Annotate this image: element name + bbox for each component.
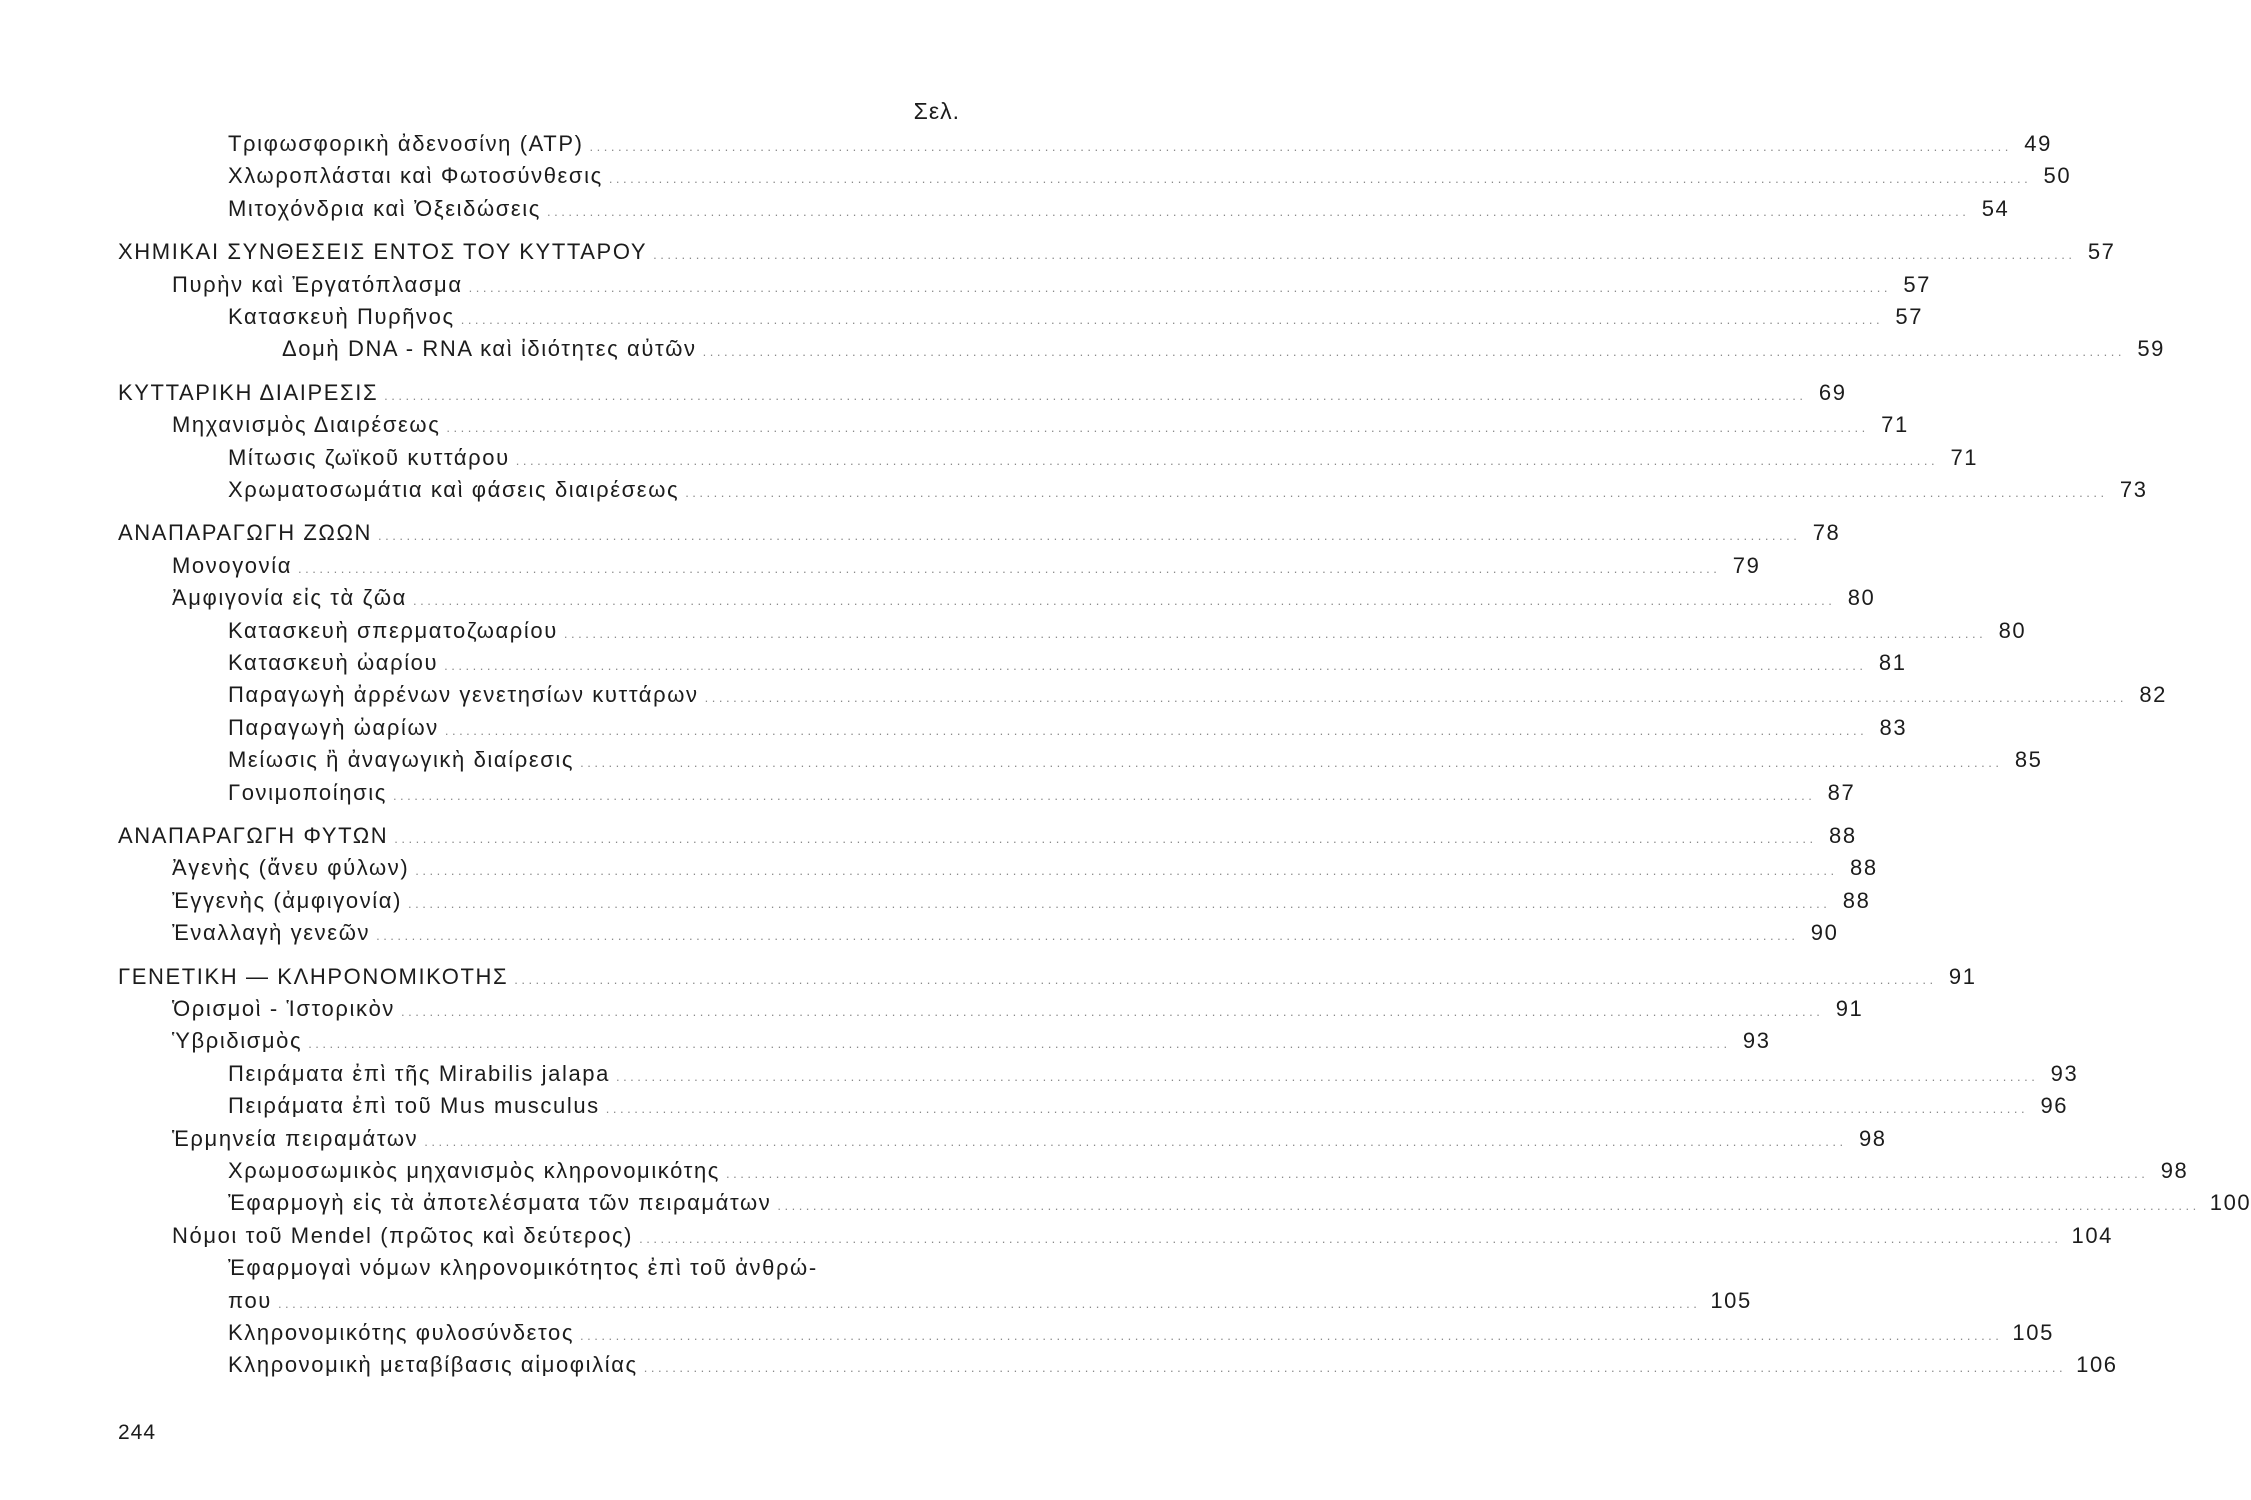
toc-entry-title: Μονογονία xyxy=(172,552,293,578)
toc-entry-title: Μίτωσις ζωϊκοῦ κυττάρου xyxy=(228,444,510,470)
toc-entry-title: Χρωματοσωμάτια καὶ φάσεις διαιρέσεως xyxy=(228,477,680,502)
toc-entry-title: Χρωμοσωμικὸς μηχανισμὸς κληρονομικότης xyxy=(228,1158,720,1183)
toc-entry-page: 85 xyxy=(2014,747,2043,773)
toc-entry-page: 57 xyxy=(2087,239,2116,265)
toc-entry xyxy=(0,1222,2113,1255)
toc-leader-dots: ........................................................................................................................................................................................................ xyxy=(444,658,1867,673)
toc-entry-page: 105 xyxy=(2012,1320,2054,1345)
toc-entry xyxy=(0,1060,2079,1093)
toc-entry xyxy=(0,239,2116,271)
toc-entry-title: Ἀγενὴς (ἄνευ φύλων) xyxy=(172,855,410,881)
toc-entry-title: Ἐφαρμογὴ εἰς τὰ ἀποτελέσματα τῶν πειραμάτων xyxy=(228,1190,772,1216)
toc-entry-title: που xyxy=(228,1287,272,1313)
toc-entry-title: Ἐφαρμογαὶ νόμων κληρονομικότητος ἐπὶ τοῦ ἀνθρώ- xyxy=(228,1255,818,1281)
toc-leader-dots: ........................................................................................................................................................................................................ xyxy=(424,1133,1847,1149)
toc-entry xyxy=(0,617,2027,650)
toc-entry-page: 69 xyxy=(1818,379,1847,405)
toc-entry-page: 93 xyxy=(2050,1060,2079,1086)
toc-entry-title: Χλωροπλάσται καὶ Φωτοσύνθεσις xyxy=(228,163,603,189)
toc-leader-dots: ........................................................................................................................................................................................................ xyxy=(685,485,2108,500)
toc-leader-dots: ........................................................................................................................................................................................................ xyxy=(615,1068,2039,1084)
toc-leader-dots: ........................................................................................................................................................................................................ xyxy=(580,755,2003,771)
toc-leader-dots: ........................................................................................................................................................................................................ xyxy=(394,831,1817,846)
toc-entry xyxy=(0,1287,1752,1320)
toc-leader-dots: ........................................................................................................................................................................................................ xyxy=(412,593,1836,609)
toc-entry xyxy=(0,1255,962,1287)
toc-entry xyxy=(0,1093,2069,1125)
toc-entry-title: Γονιμοποίησις xyxy=(228,779,387,805)
toc-entry-title: Κατασκευὴ ὠαρίου xyxy=(228,650,439,675)
toc-entry-page: 91 xyxy=(1948,963,1977,989)
toc-entry-page: 80 xyxy=(1998,617,2027,643)
toc-entry xyxy=(0,1158,2189,1190)
toc-entry xyxy=(0,1125,1887,1158)
toc-entry-title: Κατασκευὴ σπερματοζωαρίου xyxy=(228,617,558,643)
page-number: 244 xyxy=(118,1421,157,1444)
toc-entry-page: 98 xyxy=(2160,1158,2189,1183)
toc-leader-dots: ........................................................................................................................................................................................................ xyxy=(639,1230,2062,1246)
toc-entry-page: 57 xyxy=(1903,271,1932,297)
toc-entry-page: 78 xyxy=(1812,520,1841,546)
toc-entry-title: Κληρονομικὴ μεταβίβασις αἱμοφιλίας xyxy=(228,1352,638,1378)
toc-leader-dots: ........................................................................................................................................................................................................ xyxy=(460,312,1884,327)
toc-entry-title: Ἑρμηνεία πειραμάτων xyxy=(172,1125,419,1151)
toc-entry-title: Παραγωγὴ ἀρρένων γενετησίων κυττάρων xyxy=(228,682,699,708)
toc-entry-page: 71 xyxy=(1881,412,1909,438)
toc-entry-page: 88 xyxy=(1850,855,1878,881)
toc-entry-title: ΓΕΝΕΤΙΚΗ — ΚΛΗΡΟΝΟΜΙΚΟΤΗΣ xyxy=(118,963,509,989)
toc-leader-dots: ........................................................................................................................................................................................................ xyxy=(515,452,1939,468)
toc-entry-page: 57 xyxy=(1895,304,1924,329)
toc-entry-page: 54 xyxy=(1981,195,2010,221)
toc-entry xyxy=(0,887,1871,920)
toc-leader-dots: ........................................................................................................................................................................................................ xyxy=(702,344,2126,360)
toc-entry-page: 83 xyxy=(1879,714,1908,740)
toc-leader-dots: ........................................................................................................................................................................................................ xyxy=(704,690,2127,706)
toc-entry xyxy=(0,1352,2118,1384)
toc-entry xyxy=(0,477,2148,509)
toc-entry xyxy=(0,163,2072,195)
toc-entry xyxy=(0,131,2052,163)
toc-leader-dots: ........................................................................................................................................................................................................ xyxy=(308,1036,1731,1052)
toc-entry-page: 82 xyxy=(2139,682,2167,708)
toc-entry-page: 100 xyxy=(2209,1190,2251,1216)
toc-entry-page: 80 xyxy=(1847,585,1876,611)
toc-entry-page: 96 xyxy=(2040,1093,2069,1119)
toc-entry-page: 73 xyxy=(2119,477,2148,502)
toc-leader-dots: ........................................................................................................................................................................................................ xyxy=(643,1360,2067,1376)
toc-leader-dots: ........................................................................................................................................................................................................ xyxy=(401,1004,1824,1019)
toc-entry xyxy=(0,379,1847,412)
toc-entry xyxy=(0,520,1841,552)
toc-entry-title: ΑΝΑΠΑΡΑΓΩΓΗ ΦΥΤΩΝ xyxy=(118,823,389,848)
toc-entry xyxy=(0,682,2167,714)
toc-entry-page: 87 xyxy=(1827,779,1856,805)
toc-entry xyxy=(0,336,2166,368)
toc-entry xyxy=(0,650,1907,682)
toc-leader-dots: ........................................................................................................................................................................................................ xyxy=(589,139,2012,154)
toc-entry xyxy=(0,855,1878,887)
toc-entry-page: 88 xyxy=(1842,887,1871,913)
toc-entry xyxy=(0,779,1856,812)
toc-leader-dots: ........................................................................................................................................................................................................ xyxy=(605,1101,2029,1117)
toc-entry xyxy=(0,963,1977,996)
toc-entry xyxy=(0,747,2043,779)
toc-entry-title: Πειράματα ἐπὶ τῆς Mirabilis jalapa xyxy=(228,1060,610,1086)
toc-entry xyxy=(0,920,1839,952)
toc-leader-dots: ........................................................................................................................................................................................................ xyxy=(777,1198,2200,1214)
toc-leader-dots: ........................................................................................................................................................................................................ xyxy=(580,1328,2003,1343)
toc-entry-page: 79 xyxy=(1732,552,1761,578)
toc-entry-title: Ἀμφιγονία εἰς τὰ ζῶα xyxy=(172,585,407,611)
toc-leader-dots: ........................................................................................................................................................................................................ xyxy=(653,247,2076,263)
toc-entry xyxy=(0,552,1761,585)
toc-leader-dots: ........................................................................................................................................................................................................ xyxy=(446,420,1869,436)
toc-entry-page: 104 xyxy=(2071,1222,2113,1248)
toc-entry-title: Ὑβριδισμὸς xyxy=(172,1028,303,1054)
toc-entry-title: Κληρονομικότης φυλοσύνδετος xyxy=(228,1320,575,1345)
toc-entry-page: 71 xyxy=(1950,444,1979,470)
toc-entry-title: Ὁρισμοὶ - Ἱστορικὸν xyxy=(172,996,396,1021)
toc-entry-page: 93 xyxy=(1742,1028,1771,1054)
toc-entry-title: Ἐναλλαγὴ γενεῶν xyxy=(172,920,371,946)
toc-entry-page: 98 xyxy=(1858,1125,1887,1151)
toc-leader-dots: ........................................................................................................................................................................................................ xyxy=(384,387,1807,403)
toc-entry-page: 59 xyxy=(2137,336,2166,362)
toc-entry-title: ΚΥΤΤΑΡΙΚΗ ΔΙΑΙΡΕΣΙΣ xyxy=(118,379,379,405)
toc-entry-page: 90 xyxy=(1810,920,1839,946)
toc-leader-dots: ........................................................................................................................................................................................................ xyxy=(547,203,1970,219)
toc-entry xyxy=(0,1190,2251,1222)
toc-entry-title: Μείωσις ἢ ἀναγωγικὴ διαίρεσις xyxy=(228,747,575,773)
toc-entry-page: 106 xyxy=(2076,1352,2118,1378)
toc-leader-dots: ........................................................................................................................................................................................................ xyxy=(378,528,1801,544)
toc-entry xyxy=(0,195,2010,228)
toc-entry xyxy=(0,714,1908,747)
toc-entry xyxy=(0,1028,1771,1060)
toc-entry-title: Νόμοι τοῦ Mendel (πρῶτος καὶ δεύτερος) xyxy=(172,1222,634,1248)
toc-leader-dots: ........................................................................................................................................................................................................ xyxy=(514,971,1937,987)
toc-entry-page: 49 xyxy=(2024,131,2052,156)
toc-leader-dots: ........................................................................................................................................................................................................ xyxy=(726,1166,2149,1181)
toc-leader-dots: ........................................................................................................................................................................................................ xyxy=(608,171,2032,187)
toc-entry xyxy=(0,823,1857,855)
toc-entry-title: Κατασκευὴ Πυρῆνος xyxy=(228,304,455,329)
toc-entry-title: Παραγωγὴ ὠαρίων xyxy=(228,714,439,740)
toc-entry xyxy=(0,444,1979,477)
toc-entry xyxy=(0,412,1909,444)
toc-leader-dots: ........................................................................................................................................................................................................ xyxy=(415,863,1838,879)
toc-leader-dots: ........................................................................................................................................................................................................ xyxy=(392,787,1816,803)
toc-entry-title: Ἐγγενὴς (ἀμφιγονία) xyxy=(172,887,403,913)
toc-entry-page: 50 xyxy=(2043,163,2072,189)
toc-entry-page: 91 xyxy=(1835,996,1864,1021)
toc-entry-title: Τριφωσφορικὴ ἀδενοσίνη (ATP) xyxy=(228,131,584,156)
toc-leader-dots: ........................................................................................................................................................................................................ xyxy=(563,625,1987,641)
toc-leader-dots: ........................................................................................................................................................................................................ xyxy=(408,895,1831,911)
toc-leader-dots: ........................................................................................................................................................................................................ xyxy=(298,560,1721,576)
toc-entry xyxy=(0,271,1932,304)
toc-entry-page: 105 xyxy=(1710,1287,1752,1313)
toc-entry-title: Μηχανισμὸς Διαιρέσεως xyxy=(172,412,441,438)
page-column-label: Σελ. xyxy=(913,98,960,124)
toc-leader-dots: ........................................................................................................................................................................................................ xyxy=(468,279,1892,295)
toc-entry-title: ΧΗΜΙΚΑΙ ΣΥΝΘΕΣΕΙΣ ΕΝΤΟΣ ΤΟΥ ΚΥΤΤΑΡΟΥ xyxy=(118,239,648,265)
toc-entry xyxy=(0,585,1876,617)
toc-entry-title: Δομὴ DNA - RNA καὶ ἰδιότητες αὐτῶν xyxy=(282,336,697,362)
toc-entry-title: Πυρὴν καὶ Ἐργατόπλασμα xyxy=(172,271,463,297)
toc-entry-page: 81 xyxy=(1878,650,1907,675)
toc-entry-title: Μιτοχόνδρια καὶ Ὀξειδώσεις xyxy=(228,195,541,221)
toc-entry-title: Πειράματα ἐπὶ τοῦ Mus musculus xyxy=(228,1093,600,1119)
toc-leader-dots: ........................................................................................................................................................................................................ xyxy=(376,928,1799,944)
toc-entry xyxy=(0,304,1924,336)
toc-entry xyxy=(0,1320,2054,1352)
toc-entry xyxy=(0,996,1864,1028)
toc-leader-dots: ........................................................................................................................................................................................................ xyxy=(444,722,1868,738)
toc-entry-page: 88 xyxy=(1829,823,1857,848)
toc-leader-dots: ........................................................................................................................................................................................................ xyxy=(277,1295,1701,1311)
toc-entry-title: ΑΝΑΠΑΡΑΓΩΓΗ ΖΩΩΝ xyxy=(118,520,373,546)
